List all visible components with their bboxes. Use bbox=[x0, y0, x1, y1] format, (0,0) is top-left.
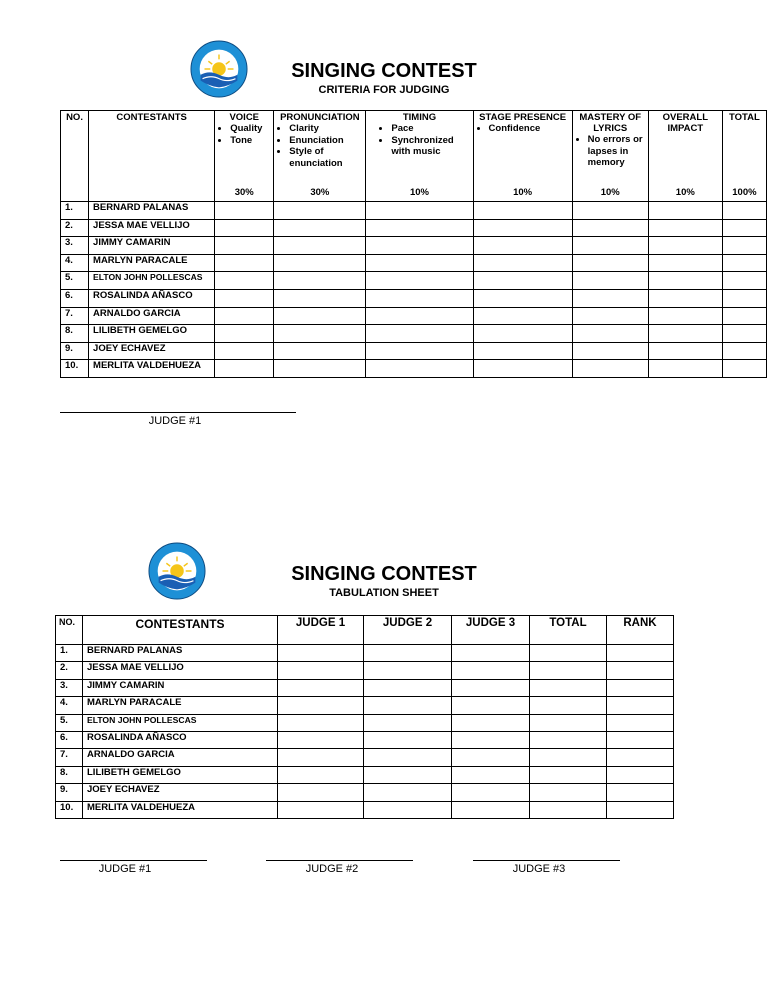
overall-percent: 10% bbox=[675, 187, 695, 198]
score-cell[interactable] bbox=[364, 749, 452, 766]
score-cell[interactable] bbox=[215, 254, 274, 272]
criterion-item: • Clarity bbox=[289, 123, 364, 135]
score-cell[interactable] bbox=[722, 219, 766, 237]
criterion-item: • Synchronized with music bbox=[391, 135, 471, 158]
table-row bbox=[56, 784, 674, 801]
col-voice: VOICE • Quality • Tone 30% bbox=[215, 111, 274, 202]
judge-1-label: JUDGE #1 bbox=[98, 863, 152, 875]
table-row bbox=[61, 307, 767, 325]
score-cell[interactable] bbox=[215, 360, 274, 378]
score-cell[interactable] bbox=[364, 766, 452, 783]
barangay-seal-icon bbox=[148, 542, 206, 600]
score-cell[interactable] bbox=[572, 202, 648, 220]
tabulation-table bbox=[55, 615, 674, 819]
criteria-table bbox=[60, 110, 767, 378]
score-cell[interactable] bbox=[572, 360, 648, 378]
criterion-item: • Quality bbox=[230, 123, 272, 135]
score-cell[interactable] bbox=[452, 766, 530, 783]
score-cell[interactable] bbox=[364, 801, 452, 818]
score-cell[interactable] bbox=[215, 307, 274, 325]
score-cell[interactable] bbox=[648, 219, 722, 237]
total-percent: 100% bbox=[732, 187, 757, 198]
score-cell[interactable] bbox=[530, 679, 607, 696]
stage-percent: 10% bbox=[513, 187, 533, 198]
table-row bbox=[61, 254, 767, 272]
score-cell[interactable] bbox=[648, 237, 722, 255]
tab-col-total: TOTAL bbox=[530, 616, 607, 645]
score-cell[interactable] bbox=[215, 325, 274, 343]
table-row bbox=[56, 714, 674, 731]
timing-percent: 10% bbox=[409, 187, 429, 198]
score-cell[interactable] bbox=[722, 254, 766, 272]
row-number: 5. bbox=[61, 272, 89, 290]
score-cell[interactable] bbox=[278, 731, 364, 748]
judge-3-label: JUDGE #3 bbox=[512, 863, 566, 875]
row-number: 6. bbox=[61, 289, 89, 307]
row-number: 8. bbox=[56, 766, 83, 783]
row-number: 10. bbox=[56, 801, 83, 818]
table-row bbox=[61, 219, 767, 237]
score-cell[interactable] bbox=[274, 254, 366, 272]
signature-line bbox=[60, 860, 207, 861]
table-row bbox=[61, 325, 767, 343]
col-stage-presence: STAGE PRESENCE • Confidence 10% bbox=[473, 111, 572, 202]
score-cell[interactable] bbox=[572, 325, 648, 343]
score-cell[interactable] bbox=[274, 202, 366, 220]
score-cell[interactable] bbox=[274, 272, 366, 290]
score-cell[interactable] bbox=[364, 679, 452, 696]
table-row bbox=[56, 697, 674, 714]
mastery-percent: 10% bbox=[600, 187, 620, 198]
score-cell[interactable] bbox=[364, 645, 452, 662]
contestant-name: JOEY ECHAVEZ bbox=[89, 342, 215, 360]
score-cell[interactable] bbox=[473, 289, 572, 307]
score-cell[interactable] bbox=[366, 202, 473, 220]
score-cell[interactable] bbox=[473, 342, 572, 360]
score-cell[interactable] bbox=[473, 202, 572, 220]
signature-line bbox=[266, 860, 413, 861]
row-number: 9. bbox=[61, 342, 89, 360]
score-cell[interactable] bbox=[607, 645, 674, 662]
score-cell[interactable] bbox=[648, 202, 722, 220]
score-cell[interactable] bbox=[364, 731, 452, 748]
contestant-name: ELTON JOHN POLLESCAS bbox=[89, 272, 215, 290]
score-cell[interactable] bbox=[274, 325, 366, 343]
row-number: 4. bbox=[56, 697, 83, 714]
score-cell[interactable] bbox=[530, 697, 607, 714]
criteria-title: SINGING CONTEST bbox=[291, 60, 477, 82]
score-cell[interactable] bbox=[607, 714, 674, 731]
col-overall: OVERALL IMPACT 10% bbox=[648, 111, 722, 202]
score-cell[interactable] bbox=[572, 254, 648, 272]
tabulation-title: SINGING CONTEST bbox=[291, 563, 477, 585]
row-number: 1. bbox=[56, 645, 83, 662]
table-row bbox=[61, 342, 767, 360]
tab-col-no: NO. bbox=[56, 616, 83, 645]
row-number: 10. bbox=[61, 360, 89, 378]
contestant-name: JIMMY CAMARIN bbox=[89, 237, 215, 255]
score-cell[interactable] bbox=[215, 289, 274, 307]
tab-col-judge-2: JUDGE 2 bbox=[364, 616, 452, 645]
criterion-item: • Enunciation bbox=[289, 135, 364, 147]
criterion-item: • No errors or lapses in memory bbox=[588, 134, 647, 169]
score-cell[interactable] bbox=[530, 645, 607, 662]
score-cell[interactable] bbox=[278, 714, 364, 731]
score-cell[interactable] bbox=[530, 731, 607, 748]
tab-col-rank: RANK bbox=[607, 616, 674, 645]
score-cell[interactable] bbox=[366, 237, 473, 255]
voice-percent: 30% bbox=[234, 187, 254, 198]
row-number: 3. bbox=[56, 679, 83, 696]
score-cell[interactable] bbox=[722, 237, 766, 255]
score-cell[interactable] bbox=[364, 784, 452, 801]
score-cell[interactable] bbox=[572, 237, 648, 255]
score-cell[interactable] bbox=[366, 342, 473, 360]
table-row bbox=[56, 662, 674, 679]
score-cell[interactable] bbox=[572, 289, 648, 307]
score-cell[interactable] bbox=[364, 662, 452, 679]
score-cell[interactable] bbox=[607, 801, 674, 818]
score-cell[interactable] bbox=[366, 307, 473, 325]
contestant-name: JESSA MAE VELLIJO bbox=[89, 219, 215, 237]
score-cell[interactable] bbox=[366, 254, 473, 272]
score-cell[interactable] bbox=[278, 801, 364, 818]
score-cell[interactable] bbox=[364, 714, 452, 731]
score-cell[interactable] bbox=[452, 731, 530, 748]
score-cell[interactable] bbox=[607, 784, 674, 801]
col-timing: TIMING • Pace • Synchronized with music 10% bbox=[366, 111, 473, 202]
col-pronunciation: PRONUNCIATION • Clarity • Enunciation • Style of enunciation 30% bbox=[274, 111, 366, 202]
criterion-item: • Pace bbox=[391, 123, 471, 135]
score-cell[interactable] bbox=[364, 697, 452, 714]
score-cell[interactable] bbox=[473, 237, 572, 255]
row-number: 7. bbox=[56, 749, 83, 766]
score-cell[interactable] bbox=[366, 219, 473, 237]
table-row bbox=[61, 237, 767, 255]
score-cell[interactable] bbox=[473, 254, 572, 272]
score-cell[interactable] bbox=[607, 731, 674, 748]
tabulation-subtitle: TABULATION SHEET bbox=[329, 587, 439, 599]
table-row bbox=[56, 645, 674, 662]
row-number: 9. bbox=[56, 784, 83, 801]
score-cell[interactable] bbox=[452, 801, 530, 818]
score-cell[interactable] bbox=[215, 237, 274, 255]
score-cell[interactable] bbox=[274, 307, 366, 325]
score-cell[interactable] bbox=[648, 254, 722, 272]
table-row bbox=[56, 679, 674, 696]
score-cell[interactable] bbox=[215, 202, 274, 220]
contestant-name: ROSALINDA AÑASCO bbox=[83, 731, 278, 748]
score-cell[interactable] bbox=[452, 662, 530, 679]
table-row bbox=[56, 731, 674, 748]
col-contestants: CONTESTANTS bbox=[89, 111, 215, 202]
score-cell[interactable] bbox=[530, 784, 607, 801]
score-cell[interactable] bbox=[452, 679, 530, 696]
score-cell[interactable] bbox=[607, 697, 674, 714]
contestant-name: MARLYN PARACALE bbox=[89, 254, 215, 272]
score-cell[interactable] bbox=[473, 325, 572, 343]
score-cell[interactable] bbox=[452, 697, 530, 714]
table-row bbox=[56, 766, 674, 783]
row-number: 4. bbox=[61, 254, 89, 272]
signature-line bbox=[473, 860, 620, 861]
score-cell[interactable] bbox=[473, 219, 572, 237]
criteria-subtitle: CRITERIA FOR JUDGING bbox=[318, 84, 450, 96]
score-cell[interactable] bbox=[530, 749, 607, 766]
contestant-name: JOEY ECHAVEZ bbox=[83, 784, 278, 801]
score-cell[interactable] bbox=[530, 662, 607, 679]
row-number: 5. bbox=[56, 714, 83, 731]
contestant-name: LILIBETH GEMELGO bbox=[83, 766, 278, 783]
score-cell[interactable] bbox=[452, 749, 530, 766]
col-total: TOTAL 100% bbox=[722, 111, 766, 202]
table-row bbox=[61, 202, 767, 220]
row-number: 2. bbox=[61, 219, 89, 237]
score-cell[interactable] bbox=[607, 749, 674, 766]
criterion-item: • Tone bbox=[230, 135, 272, 147]
score-cell[interactable] bbox=[274, 342, 366, 360]
score-cell[interactable] bbox=[278, 662, 364, 679]
row-number: 1. bbox=[61, 202, 89, 220]
score-cell[interactable] bbox=[452, 714, 530, 731]
score-cell[interactable] bbox=[607, 766, 674, 783]
contestant-name: ROSALINDA AÑASCO bbox=[89, 289, 215, 307]
score-cell[interactable] bbox=[648, 325, 722, 343]
contestant-name: LILIBETH GEMELGO bbox=[89, 325, 215, 343]
score-cell[interactable] bbox=[274, 237, 366, 255]
criterion-item: • Confidence bbox=[489, 123, 571, 135]
col-mastery: MASTERY OF LYRICS • No errors or lapses in memory 10% bbox=[572, 111, 648, 202]
score-cell[interactable] bbox=[572, 342, 648, 360]
pronunciation-percent: 30% bbox=[310, 187, 330, 198]
judge-1-label: JUDGE #1 bbox=[148, 415, 202, 427]
score-cell[interactable] bbox=[722, 307, 766, 325]
row-number: 3. bbox=[61, 237, 89, 255]
row-number: 6. bbox=[56, 731, 83, 748]
contestant-name: MERLITA VALDEHUEZA bbox=[89, 360, 215, 378]
score-cell[interactable] bbox=[572, 272, 648, 290]
contestant-name: ELTON JOHN POLLESCAS bbox=[83, 714, 278, 731]
judge-2-label: JUDGE #2 bbox=[305, 863, 359, 875]
score-cell[interactable] bbox=[648, 289, 722, 307]
tab-col-judge-3: JUDGE 3 bbox=[452, 616, 530, 645]
score-cell[interactable] bbox=[473, 272, 572, 290]
row-number: 2. bbox=[56, 662, 83, 679]
score-cell[interactable] bbox=[648, 272, 722, 290]
score-cell[interactable] bbox=[530, 801, 607, 818]
row-number: 7. bbox=[61, 307, 89, 325]
contestant-name: ARNALDO GARCIA bbox=[89, 307, 215, 325]
table-row bbox=[56, 749, 674, 766]
score-cell[interactable] bbox=[648, 307, 722, 325]
score-cell[interactable] bbox=[648, 342, 722, 360]
table-row bbox=[61, 272, 767, 290]
col-no: NO. bbox=[61, 111, 89, 202]
contestant-name: JESSA MAE VELLIJO bbox=[83, 662, 278, 679]
score-cell[interactable] bbox=[530, 714, 607, 731]
score-cell[interactable] bbox=[215, 219, 274, 237]
score-cell[interactable] bbox=[215, 342, 274, 360]
score-cell[interactable] bbox=[572, 307, 648, 325]
score-cell[interactable] bbox=[722, 289, 766, 307]
contestant-name: MERLITA VALDEHUEZA bbox=[83, 801, 278, 818]
score-cell[interactable] bbox=[607, 679, 674, 696]
score-cell[interactable] bbox=[366, 325, 473, 343]
score-cell[interactable] bbox=[278, 766, 364, 783]
score-cell[interactable] bbox=[278, 679, 364, 696]
score-cell[interactable] bbox=[722, 202, 766, 220]
score-cell[interactable] bbox=[278, 784, 364, 801]
score-cell[interactable] bbox=[215, 272, 274, 290]
contestant-name: JIMMY CAMARIN bbox=[83, 679, 278, 696]
table-row bbox=[56, 801, 674, 818]
score-cell[interactable] bbox=[278, 697, 364, 714]
score-cell[interactable] bbox=[366, 360, 473, 378]
table-row bbox=[61, 360, 767, 378]
contestant-name: MARLYN PARACALE bbox=[83, 697, 278, 714]
score-cell[interactable] bbox=[366, 272, 473, 290]
score-cell[interactable] bbox=[572, 219, 648, 237]
score-cell[interactable] bbox=[473, 360, 572, 378]
signature-line bbox=[60, 412, 296, 413]
contestant-name: ARNALDO GARCIA bbox=[83, 749, 278, 766]
tab-col-contestants: CONTESTANTS bbox=[83, 616, 278, 645]
score-cell[interactable] bbox=[452, 645, 530, 662]
score-cell[interactable] bbox=[274, 360, 366, 378]
score-cell[interactable] bbox=[722, 272, 766, 290]
score-cell[interactable] bbox=[278, 645, 364, 662]
score-cell[interactable] bbox=[648, 360, 722, 378]
score-cell[interactable] bbox=[722, 342, 766, 360]
contestant-name: BERNARD PALANAS bbox=[89, 202, 215, 220]
score-cell[interactable] bbox=[530, 766, 607, 783]
table-row bbox=[61, 289, 767, 307]
score-cell[interactable] bbox=[473, 307, 572, 325]
criterion-item: • Style of enunciation bbox=[289, 146, 364, 169]
score-cell[interactable] bbox=[366, 289, 473, 307]
score-cell[interactable] bbox=[452, 784, 530, 801]
score-cell[interactable] bbox=[607, 662, 674, 679]
score-cell[interactable] bbox=[274, 219, 366, 237]
row-number: 8. bbox=[61, 325, 89, 343]
contestant-name: BERNARD PALANAS bbox=[83, 645, 278, 662]
tab-col-judge-1: JUDGE 1 bbox=[278, 616, 364, 645]
score-cell[interactable] bbox=[722, 325, 766, 343]
score-cell[interactable] bbox=[278, 749, 364, 766]
score-cell[interactable] bbox=[274, 289, 366, 307]
score-cell[interactable] bbox=[722, 360, 766, 378]
